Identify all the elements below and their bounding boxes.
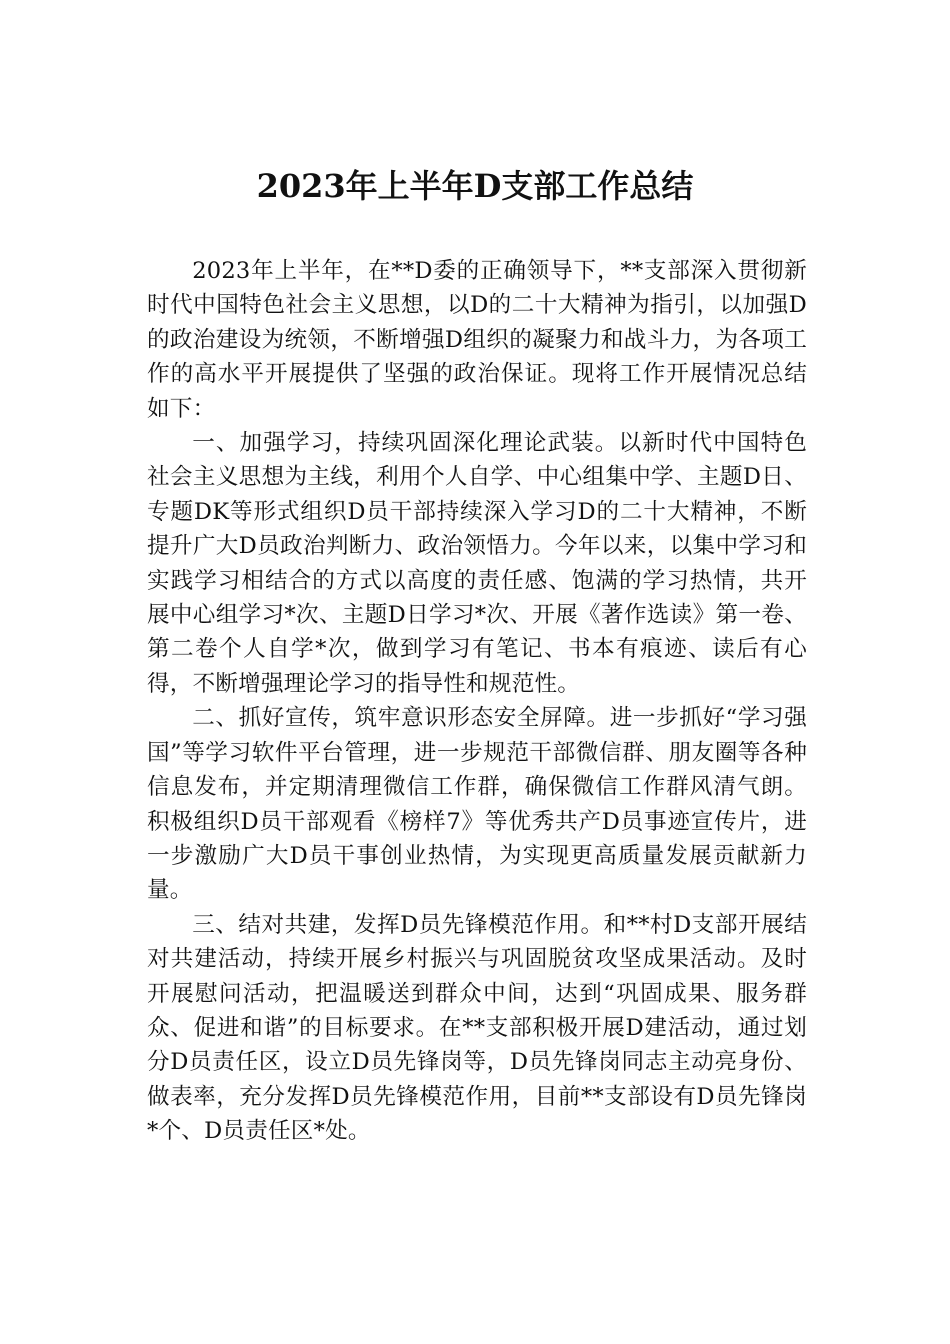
paragraph-section-1: 一、加强学习，持续巩固深化理论武装。以新时代中国特色社会主义思想为主线，利用个人自学、中心组集中学、主题D日、专题DK等形式组织D员干部持续深入学习D的二十大精神，不断提升广大D员政治判断力、政治领悟力。今年以来，以集中学习和实践学习相结合的方式以高度的责任感、饱满的学习热情，共开展中心组学习*次、主题D日学习*次、开展《著作选读》第一卷、第二卷个人自学*次，做到学习有笔记、书本有痕迹、读后有心得，不断增强理论学习的指导性和规范性。 bbox=[147, 430, 807, 697]
paragraph-section-3: 三、结对共建，发挥D员先锋模范作用。和**村D支部开展结对共建活动，持续开展乡村振兴与巩固脱贫攻坚成果活动。及时开展慰问活动，把温暖送到群众中间，达到“巩固成果、服务群众、促进和谐”的目标要求。在**支部积极开展D建活动，通过划分D员责任区，设立D员先锋岗等，D员先锋岗同志主动亮身份、做表率，充分发挥D员先锋模范作用，目前**支部设有D员先锋岗*个、D员责任区*处。 bbox=[147, 911, 807, 1145]
paragraph-section-2: 二、抓好宣传，筑牢意识形态安全屏障。进一步抓好“学习强国”等学习软件平台管理，进一步规范干部微信群、朋友圈等各种信息发布，并定期清理微信工作群，确保微信工作群风清气朗。积极组织D员干部观看《榜样7》等优秀共产D员事迹宣传片，进一步激励广大D员干事创业热情，为实现更高质量发展贡献新力量。 bbox=[147, 705, 807, 904]
paragraph-intro: 2023年上半年，在**D委的正确领导下，**支部深入贯彻新时代中国特色社会主义思想，以D的二十大精神为指引，以加强D的政治建设为统领，不断增强D组织的凝聚力和战斗力，为各项工作的高水平开展提供了坚强的政治保证。现将工作开展情况总结如下： bbox=[147, 258, 807, 422]
document-body bbox=[147, 254, 807, 1149]
document-title: 2023年上半年D支部工作总结 bbox=[256, 167, 694, 205]
